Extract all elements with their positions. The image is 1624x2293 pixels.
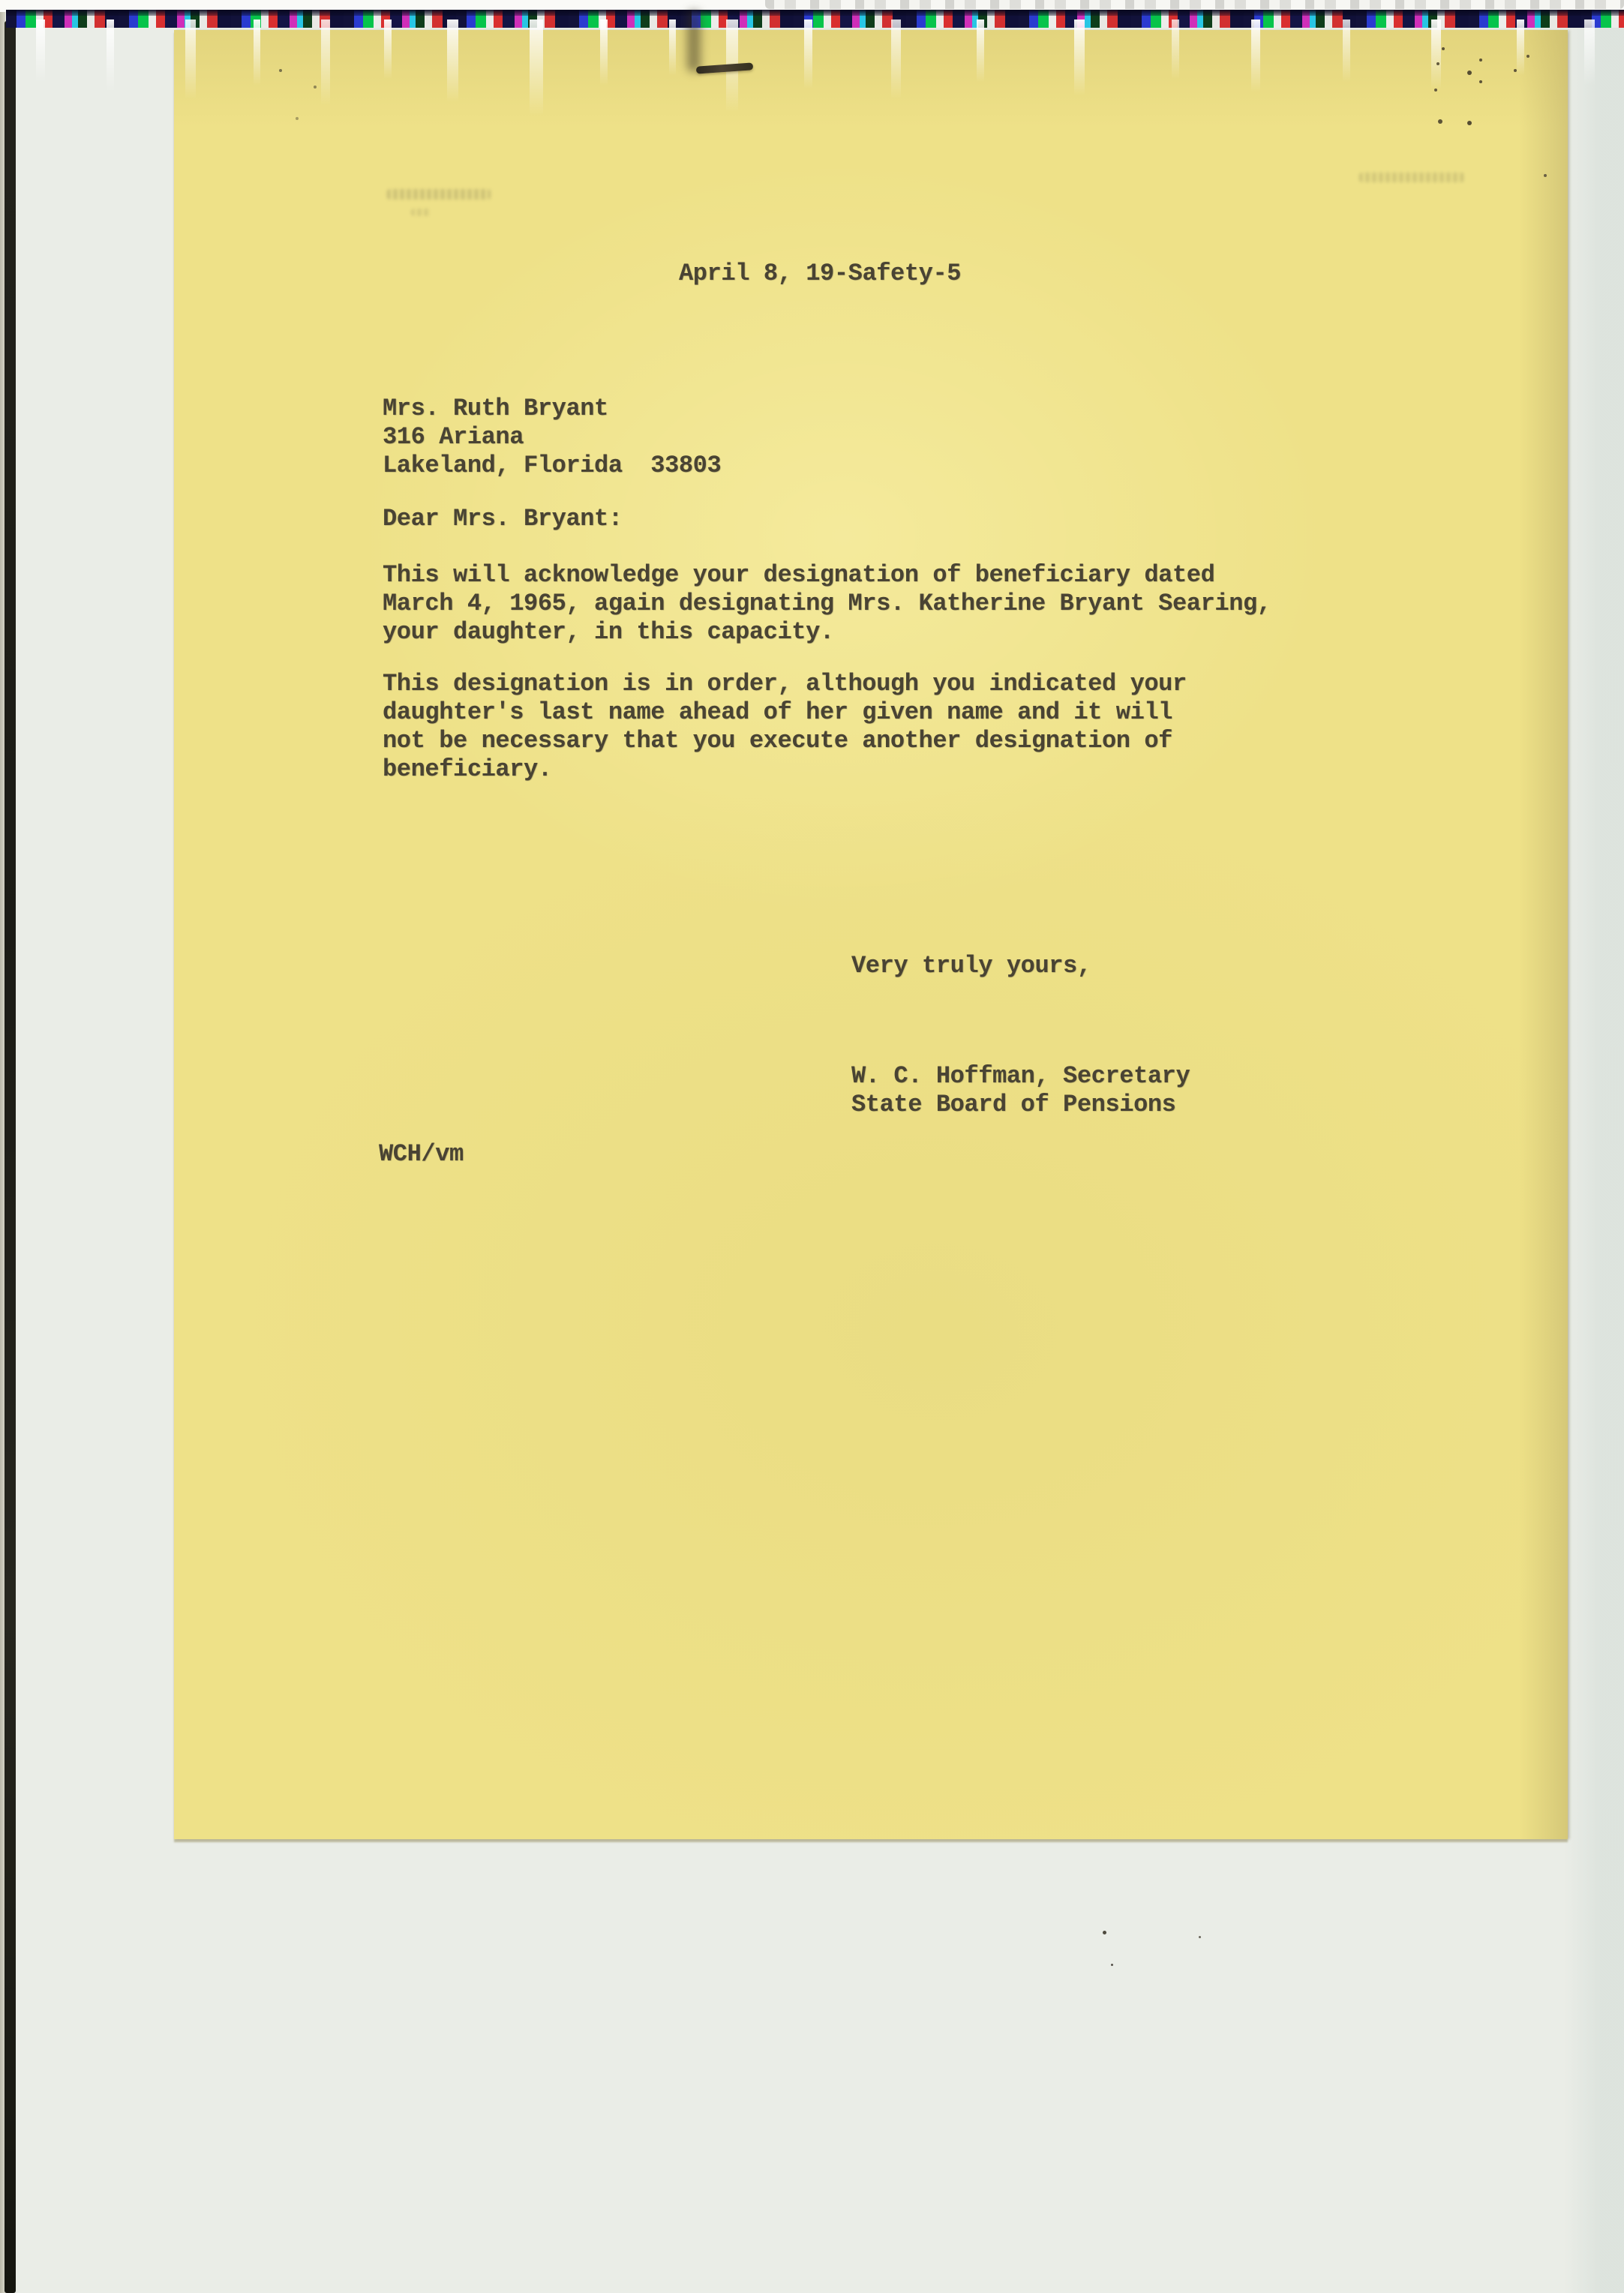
paragraph-2-line-2: daughter's last name ahead of her given name and it will (383, 698, 1172, 726)
signature-org: State Board of Pensions (851, 1091, 1176, 1118)
ghost-stamp-smudge-left (387, 189, 491, 200)
ghost-stamp-smudge-right (1359, 173, 1464, 182)
paragraph-2-line-3: not be necessary that you execute another designation of (383, 727, 1172, 755)
speck-cluster-bottom (1103, 1931, 1106, 1934)
typist-initials: WCH/vm (379, 1140, 464, 1168)
salutation: Dear Mrs. Bryant: (383, 505, 623, 533)
scan-light-streaks (0, 20, 1624, 132)
paragraph-1-line-3: your daughter, in this capacity. (383, 618, 834, 646)
paragraph-1-line-2: March 4, 1965, again designating Mrs. Katherine Bryant Searing, (383, 590, 1271, 617)
scan-top-noise (765, 0, 1624, 9)
speck-cluster-top-right (1442, 47, 1445, 50)
speck-cluster-top-left (279, 69, 282, 72)
recipient-street: 316 Ariana (383, 423, 524, 451)
letter-page (174, 30, 1568, 1839)
scan-left-edge-line (5, 21, 16, 2293)
paragraph-2-line-4: beneficiary. (383, 755, 552, 783)
ghost-stamp-smudge-left-2 (411, 209, 431, 216)
scanner-background-right (1564, 0, 1624, 2293)
recipient-name: Mrs. Ruth Bryant (383, 395, 608, 422)
closing: Very truly yours, (851, 952, 1091, 980)
date-line: April 8, 19-Safety-5 (679, 260, 962, 287)
signature-name-title: W. C. Hoffman, Secretary (851, 1062, 1190, 1090)
paragraph-1-line-1: This will acknowledge your designation of beneficiary dated (383, 561, 1215, 589)
staple-shadow-smudge (687, 11, 701, 72)
paragraph-2-line-1: This designation is in order, although you indicated your (383, 670, 1187, 698)
recipient-city: Lakeland, Florida 33803 (383, 452, 722, 479)
